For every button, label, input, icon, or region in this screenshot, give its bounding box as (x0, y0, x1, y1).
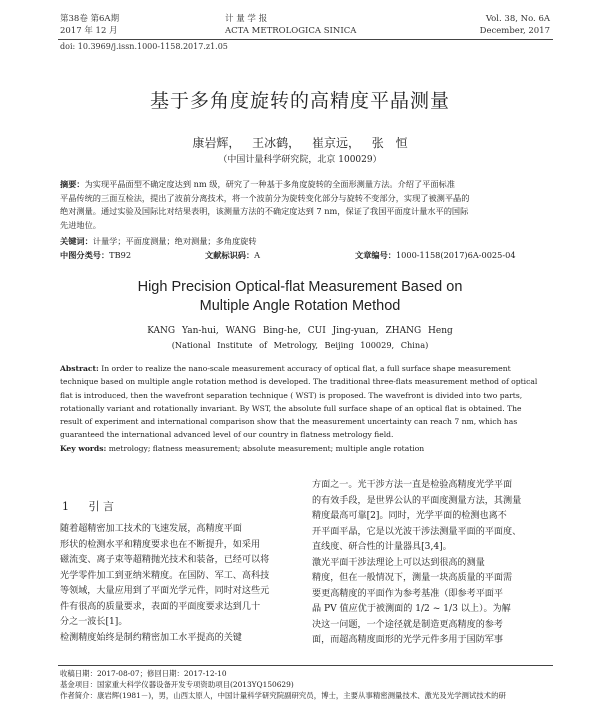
body-line: 激光平面干涉法理论上可以达到很高的测量 (312, 557, 485, 568)
abstract-en-line: rotationally variant and rotationally invariant. By WST, the absolute full surface shape of an optical flat is obtained. The (60, 403, 522, 413)
keywords-en-label: Key words: (60, 443, 107, 453)
body-line: 检测精度始终是制约精密加工水平提高的关键 (60, 632, 242, 643)
body-line: 磁流变、离子束等超精抛光技术和装备，已经可以将 (60, 555, 270, 565)
abstract-en-line: technique based on multiple angle rotation method is developed. The traditional three-flats measurement method of optical (60, 377, 538, 387)
body-right-column (312, 478, 557, 649)
abstract-cn-line: 平晶传统的三面互检法，提出了波前分离技术，将一个波前分为旋转变化部分与旋转不变部分，实现了被测平晶的 (60, 192, 470, 203)
body-line: 分之一波长[1]。 (60, 617, 128, 627)
clc-number: 中图分类号：TB92 (60, 250, 132, 260)
body-line: 精度最高可靠[2]。同时，光学平面的检测也离不 (312, 511, 507, 521)
section-heading (62, 498, 114, 514)
keywords-cn: 关键词：计量学；平面度测量；绝对测量；多角度旋转 (60, 236, 257, 246)
abstract-en-line: result of experiment and international comparison show that the measurement uncertainty can reach 7 nm, which has (60, 417, 518, 427)
article-number: 文章编号：1000-1158(2017)6A-0025-04 (355, 250, 516, 260)
journal-date-en: December, 2017 (479, 26, 550, 36)
abstract-cn-line: 先进地位。 (60, 219, 101, 230)
document-code: 文献标识码：A (205, 250, 261, 260)
abstract-cn-label: 摘要： (60, 179, 85, 189)
body-line: 直线度、研合性的计量器具[3,4]。 (312, 542, 452, 552)
body-line: 面，而超高精度面形的光学元件多用于国防军事 (312, 635, 503, 645)
journal-date: 2017 年 12 月 (60, 26, 118, 36)
authors-en: KANG Yan-hui, WANG Bing-he, CUI Jing-yuan, ZHANG Heng (147, 326, 453, 336)
paper-title-en (0, 278, 600, 316)
footnote-received: 收稿日期：2017-08-07；修回日期：2017-12-10 (60, 669, 227, 678)
body-line: 随着超精密加工技术的飞速发展，高精度平面 (60, 524, 242, 534)
journal-volume: 第38卷 第6A期 (60, 14, 120, 24)
footnotes (60, 668, 560, 701)
body-line: 件有很高的质量要求，表面的平面度要求达到几十 (60, 601, 261, 612)
abstract-en-line: Abstract: In order to realize the nano-scale measurement accuracy of optical flat, a full surface shape measurement (60, 364, 511, 373)
body-line: 精度，但在一般情况下，测量一块高质量的平面需 (312, 573, 513, 583)
body-line: 晶 PV 值应优于被测面的 1/2 ~ 1/3 以上）。为解 (312, 604, 511, 614)
abstract-cn-line: 绝对测量。通过实验及国际比对结果表明，该测量方法的不确定度达到 7 nm，保证了我国平面度计量水平的国际 (60, 206, 469, 216)
footnote-rule (58, 665, 553, 666)
footnote-funding: 基金项目：国家重大科学仪器设备开发专项资助项目(2013YQ150629) (60, 680, 294, 689)
abstract-en-label: Abstract: (60, 364, 99, 373)
keywords-en: Key words: metrology; flatness measurement; absolute measurement; multiple angle rotation (60, 443, 425, 453)
body-line: 决这一问题，一个途径就是制造更高精度的参考 (312, 619, 503, 630)
paper-title-en-line2: Multiple Angle Rotation Method (199, 298, 401, 314)
abstract-en-line: flat is introduced, then the wavefront separation technique ( WST) is proposed. The wavefront is divided into two parts, (60, 390, 523, 400)
body-line: 开平面平晶，它是以光波干涉法测量平面的平面度、 (312, 526, 522, 537)
header-rule (58, 39, 553, 40)
paper-title-cn: 基于多角度旋转的高精度平晶测量 (149, 90, 450, 112)
abstract-en-line: guaranteed the international advanced level of our country in flatness metrology field. (60, 430, 394, 440)
abstract-cn (60, 178, 550, 232)
section-title: 引 言 (88, 500, 114, 513)
institution-en: (National Institute of Metrology, Beijing 100029, China) (171, 340, 429, 350)
paper-title-en-line1: High Precision Optical-flat Measurement Based on (137, 279, 463, 295)
body-line: 形状的检测水平和精度要求也在不断提升，如采用 (60, 539, 261, 550)
institution-cn: （中国计量科学研究院，北京 100029） (218, 155, 382, 165)
keywords-cn-label: 关键词： (60, 236, 93, 246)
abstract-cn-line: 摘要：为实现平晶面型不确定度达到 nm 级，研究了一种基于多角度旋转的全面形测量方法。介绍了平面标准 (60, 179, 455, 189)
section-number: 1 (62, 500, 69, 513)
body-line: 光学零件加工到亚纳米精度。在国防、军工、高科技 (60, 570, 270, 581)
body-line: 方面之一。光干涉方法一直是检验高精度光学平面 (312, 480, 513, 490)
body-left-column (60, 522, 305, 646)
journal-name-en: ACTA METROLOGICA SINICA (225, 26, 357, 36)
footnote-author-bio: 作者简介：康岩辉(1981－)，男，山西太原人，中国计量科学研究院副研究员，博士，主要从事精密测量技术、激光及光学测试技术的研 (60, 691, 506, 700)
journal-volume-en: Vol. 38, No. 6A (485, 14, 550, 24)
doi[interactable]: doi: 10.3969/j.issn.1000-1158.2017.z1.05 (60, 42, 228, 51)
body-line: 的有效手段，是世界公认的平面度测量方法，其测量 (312, 495, 522, 506)
authors-cn: 康岩辉， 王冰鹤， 崔京远， 张 恒 (192, 136, 408, 150)
body-line: 等领域，大量应用到了平面光学元件，同时对这些元 (60, 586, 270, 596)
journal-name-cn: 计 量 学 报 (225, 14, 268, 24)
abstract-en (60, 362, 552, 455)
body-line: 要更高精度的平面作为参考基准（即参考平面平 (312, 588, 503, 599)
